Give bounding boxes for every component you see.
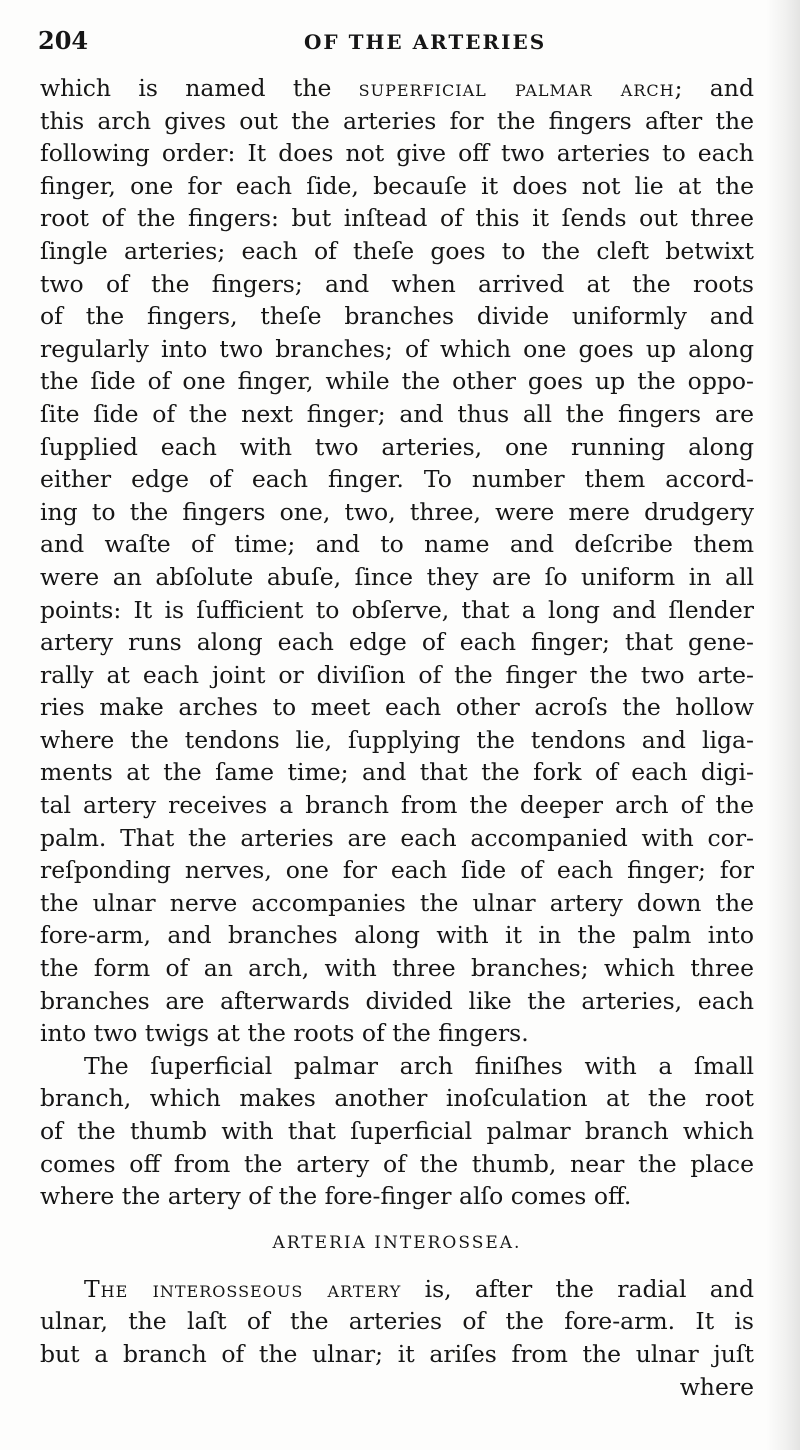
running-title: OF THE ARTERIES [304,30,547,54]
text-line: The ſuperficial palmar arch finiſhes with a ſmall [84,1051,754,1080]
paragraph-2 [40,1050,754,1213]
text-line: The interosseous artery is, after the radial and [84,1274,754,1303]
text-line: ries make arches to meet each other acroſs the hollow [40,693,754,722]
text-line: palm. That the arteries are each accompanied with cor- [40,823,754,852]
text-line: and waſte of time; and to name and deſcribe them [40,530,754,559]
text-line: tal artery receives a branch from the deeper arch of the [40,791,754,820]
text-line: this arch gives out the arteries for the fingers after the [40,106,754,135]
text-line: the ulnar nerve accompanies the ulnar artery down the [40,888,754,917]
text-line: regularly into two branches; of which one goes up along [40,334,754,363]
text-line: where the artery of the fore-finger alſo comes off. [40,1182,632,1211]
text-line: ſupplied each with two arteries, one running along [40,432,754,461]
text-line: of the fingers, theſe branches divide uniformly and [40,302,754,331]
text-line: into two twigs at the roots of the fingers. [40,1019,529,1048]
text-line: branch, which makes another inoſculation at the root [40,1084,754,1113]
text-line: were an abſolute abuſe, ſince they are ſo uniform in all [40,562,754,591]
text-line: points: It is ſufficient to obſerve, that a long and ſlender [40,595,754,624]
text-line: but a branch of the ulnar; it ariſes from the ulnar juſt [40,1339,754,1368]
text-line: which is named the superficial palmar arch; and [40,74,754,102]
section-heading: ARTERIA INTEROSSEA. [272,1232,522,1253]
text-line: ulnar, the laſt of the arteries of the fore-arm. It is [40,1307,754,1336]
text-line: reſponding nerves, one for each ſide of each finger; for [40,856,754,885]
smallcaps-term: superficial palmar arch [358,74,675,102]
page-header [38,26,758,60]
body-text [40,72,754,1403]
text-line: where the tendons lie, ſupplying the tendons and liga- [40,725,754,754]
text-line: the form of an arch, with three branches; which three [40,954,754,983]
text-line: rally at each joint or diviſion of the finger the two arte- [40,660,754,689]
text-line: artery runs along each edge of each finger; that gene- [40,628,754,657]
text-line: ſite ſide of the next finger; and thus all the fingers are [40,399,754,428]
text-line: of the thumb with that ſuperficial palmar branch which [40,1117,754,1145]
text-line: two of the fingers; and when arrived at the roots [40,269,754,298]
page-number: 204 [38,26,89,55]
text-line: finger, one for each ſide, becauſe it does not lie at the [40,171,754,200]
text-line: ments at the ſame time; and that the fork of each digi- [40,758,754,787]
paragraph-3 [40,1273,754,1403]
text-line: root of the fingers: but inſtead of this it ſends out three [40,204,754,233]
text-line: branches are afterwards divided like the arteries, each [40,986,754,1015]
text-line: fore-arm, and branches along with it in the palm into [40,921,754,950]
text-line: comes off from the artery of the thumb, near the place [40,1149,754,1178]
text-line: following order: It does not give off two arteries to each [40,139,754,168]
text-line: ing to the fingers one, two, three, were mere drudgery [40,497,754,526]
text-line: the ſide of one finger, while the other goes up the oppo- [40,367,754,396]
page-gutter-shadow [766,0,800,1450]
smallcaps-term: The interosseous artery [84,1274,402,1303]
text-line: either edge of each finger. To number them accord- [40,465,754,494]
catchword: where [679,1372,754,1401]
text-line: ſingle arteries; each of theſe goes to the cleft betwixt [40,236,754,265]
paragraph-1 [40,72,754,1050]
